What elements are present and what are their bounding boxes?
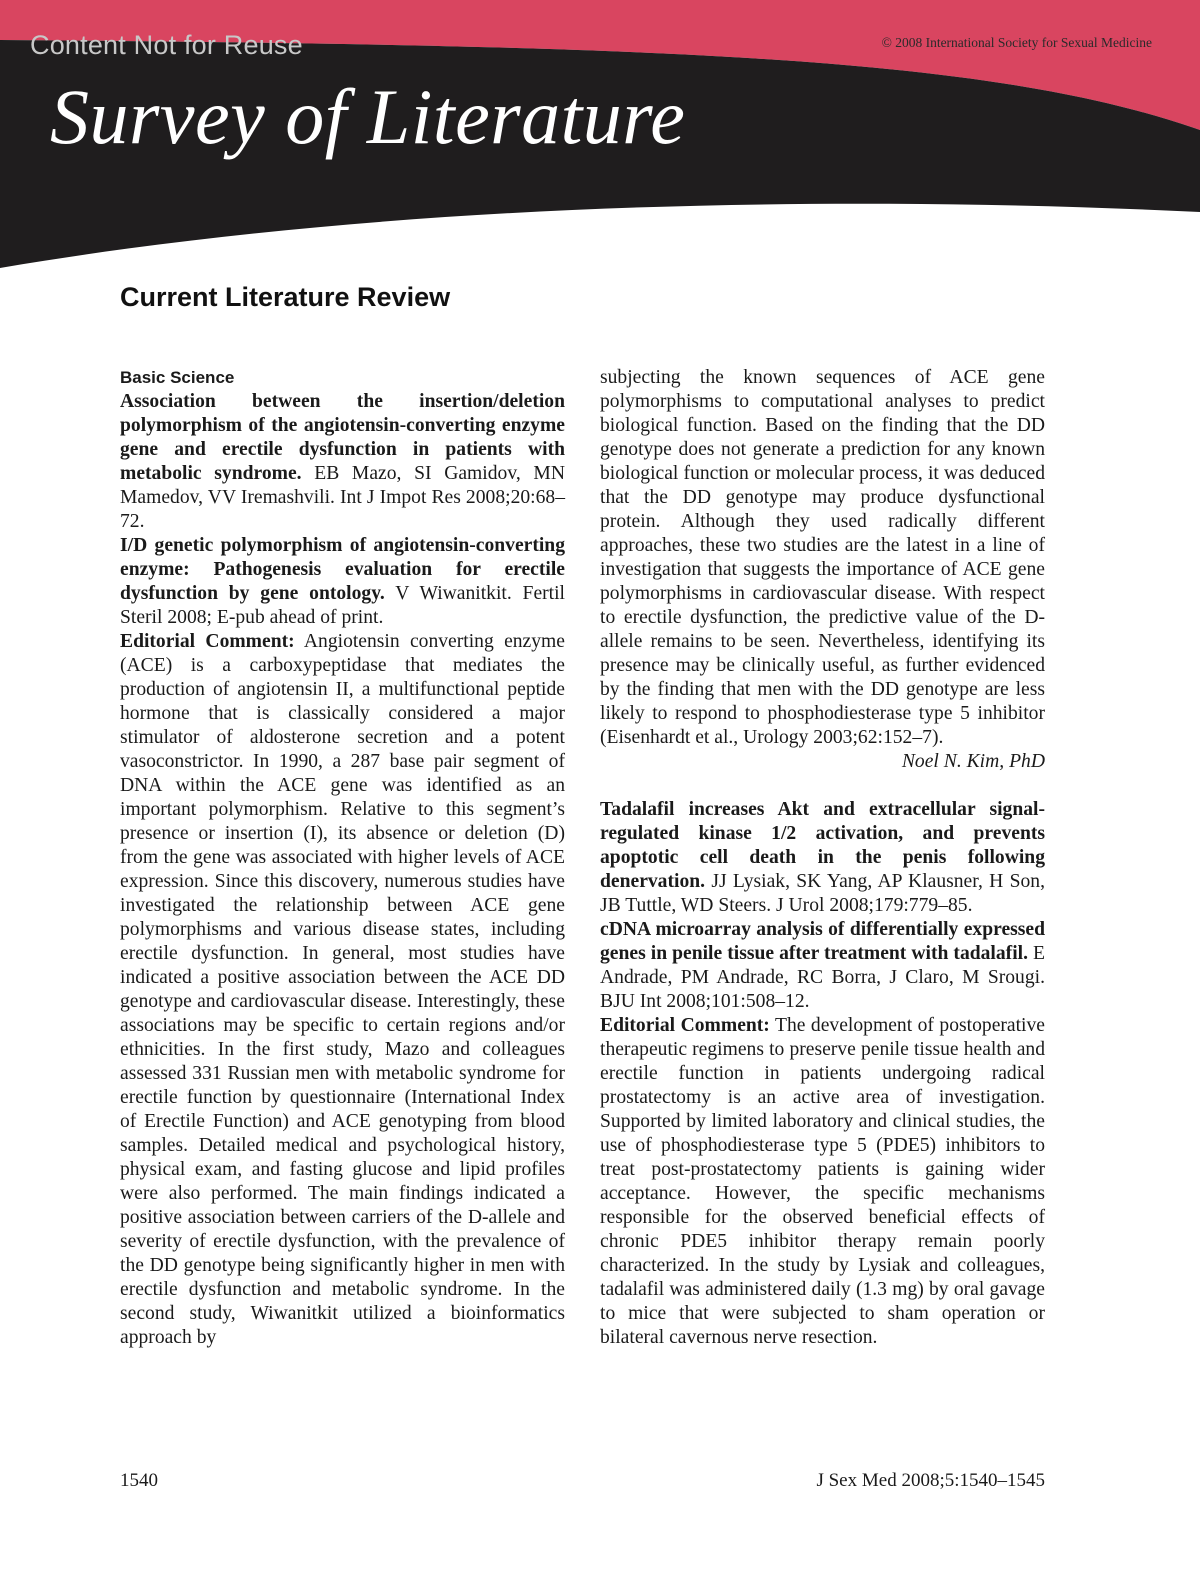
article-citation: V Wiwanitkit. Fertil Steril 2008; E-pub ahead of print. xyxy=(120,583,565,628)
article-title: cDNA microarray analysis of differentially expressed genes in penile tissue after treatment with tadalafil. xyxy=(600,919,1045,964)
editorial-comment-text: Angiotensin converting enzyme (ACE) is a carboxypeptidase that mediates the production of angiotensin II, a multifunctional peptide hormone that is classically considered a major stimulator of aldosterone secretion and a potent vasoconstrictor. In 1990, a 287 base pair segment of DNA within the ACE gene was identified as an important polymorphism. Relative to this segment’s presence or insertion (I), its absence or deletion (D) from the gene was associated with higher levels of ACE expression. Since this discovery, numerous studies have investigated the relationship between ACE gene polymorphisms and various disease states, including erectile dysfunction. In general, most studies have indicated a positive association between the ACE DD genotype and cardiovascular disease. Interestingly, these associations may be specific to certain regions and/or ethnicities. In the first study, Mazo and colleagues assessed 331 Russian men with metabolic syndrome for erectile function by questionnaire (International Index of Erectile Function) and ACE genotyping from blood samples. Detailed medical and psychological history, physical exam, and fasting glucose and lipid profiles were also performed. The main findings indicated a positive association between carriers of the D-allele and severity of erectile dysfunction, with the prevalence of the DD genotype being significantly higher in men with erectile dysfunction and metabolic syndrome. In the second study, Wiwanitkit utilized a bioinformatics approach by xyxy=(120,631,565,1348)
left-column xyxy=(120,366,565,1350)
article-title: Tadalafil increases Akt and extracellular signal-regulated kinase 1/2 activation, and prevents apoptotic cell death in the penis following denervation. xyxy=(600,799,1045,892)
editorial-comment-label: Editorial Comment: xyxy=(120,631,295,652)
editorial-comment-text: The development of postoperative therapeutic regimens to preserve penile tissue health and erectile function in patients undergoing radical prostatectomy is an active area of investigation. Supported by limited laboratory and clinical studies, the use of phosphodiesterase type 5 (PDE5) inhibitors to treat post-prostatectomy patients is gaining wider acceptance. However, the specific mechanisms responsible for the observed beneficial effects of chronic PDE5 inhibitor therapy remain poorly characterized. In the study by Lysiak and colleagues, tadalafil was administered daily (1.3 mg) by oral gavage to mice that were subjected to sham operation or bilateral cavernous nerve resection. xyxy=(600,1015,1045,1348)
article-reference xyxy=(600,918,1045,1014)
page-heading: Current Literature Review xyxy=(120,282,451,312)
watermark-text: Content Not for Reuse xyxy=(30,30,303,60)
right-column xyxy=(600,366,1045,1350)
article-citation: E Andrade, PM Andrade, RC Borra, J Claro, M Srougi. BJU Int 2008;101:508–12. xyxy=(600,943,1045,1012)
comment-signature: Noel N. Kim, PhD xyxy=(901,751,1045,772)
editorial-comment-continued: subjecting the known sequences of ACE gene polymorphisms to computational analyses to predict biological function. Based on the finding that the DD genotype does not generate a prediction for any known biological function or molecular process, it was deduced that the DD genotype may produce dysfunctional protein. Although they used radically different approaches, these two studies are the latest in a line of investigation that suggests the importance of ACE gene polymorphisms in cardiovascular disease. With respect to erectile dysfunction, the predictive value of the D-allele remains to be seen. Nevertheless, identifying its presence may be clinically useful, as further evidenced by the finding that men with the DD genotype are less likely to respond to phosphodiesterase type 5 inhibitor (Eisenhardt et al., Urology 2003;62:152–7). xyxy=(600,367,1045,748)
editorial-comment xyxy=(600,1014,1045,1350)
article-spacer xyxy=(600,774,1045,798)
article-reference xyxy=(120,390,565,534)
article-reference xyxy=(600,798,1045,918)
article-citation: EB Mazo, SI Gamidov, MN Mamedov, VV Iremashvili. Int J Impot Res 2008;20:68–72. xyxy=(120,463,565,532)
journal-header-banner xyxy=(0,0,1200,280)
copyright-notice: © 2008 International Society for Sexual Medicine xyxy=(881,35,1152,50)
article-reference xyxy=(120,534,565,630)
article-title: Association between the insertion/deletion polymorphism of the angiotensin-converting enzyme gene and erectile dysfunction in patients with metabolic syndrome. xyxy=(120,391,565,484)
journal-reference: J Sex Med 2008;5:1540–1545 xyxy=(816,1470,1045,1491)
section-title: Survey of Literature xyxy=(50,73,686,160)
editorial-comment-label: Editorial Comment: xyxy=(600,1015,770,1036)
editorial-comment xyxy=(120,630,565,1350)
page-number: 1540 xyxy=(120,1470,158,1491)
subsection-label: Basic Science xyxy=(120,368,235,387)
article-title: I/D genetic polymorphism of angiotensin-converting enzyme: Pathogenesis evaluation for erectile dysfunction by gene ontology. xyxy=(120,535,565,604)
article-citation: JJ Lysiak, SK Yang, AP Klausner, H Son, JB Tuttle, WD Steers. J Urol 2008;179:779–85. xyxy=(600,871,1045,916)
